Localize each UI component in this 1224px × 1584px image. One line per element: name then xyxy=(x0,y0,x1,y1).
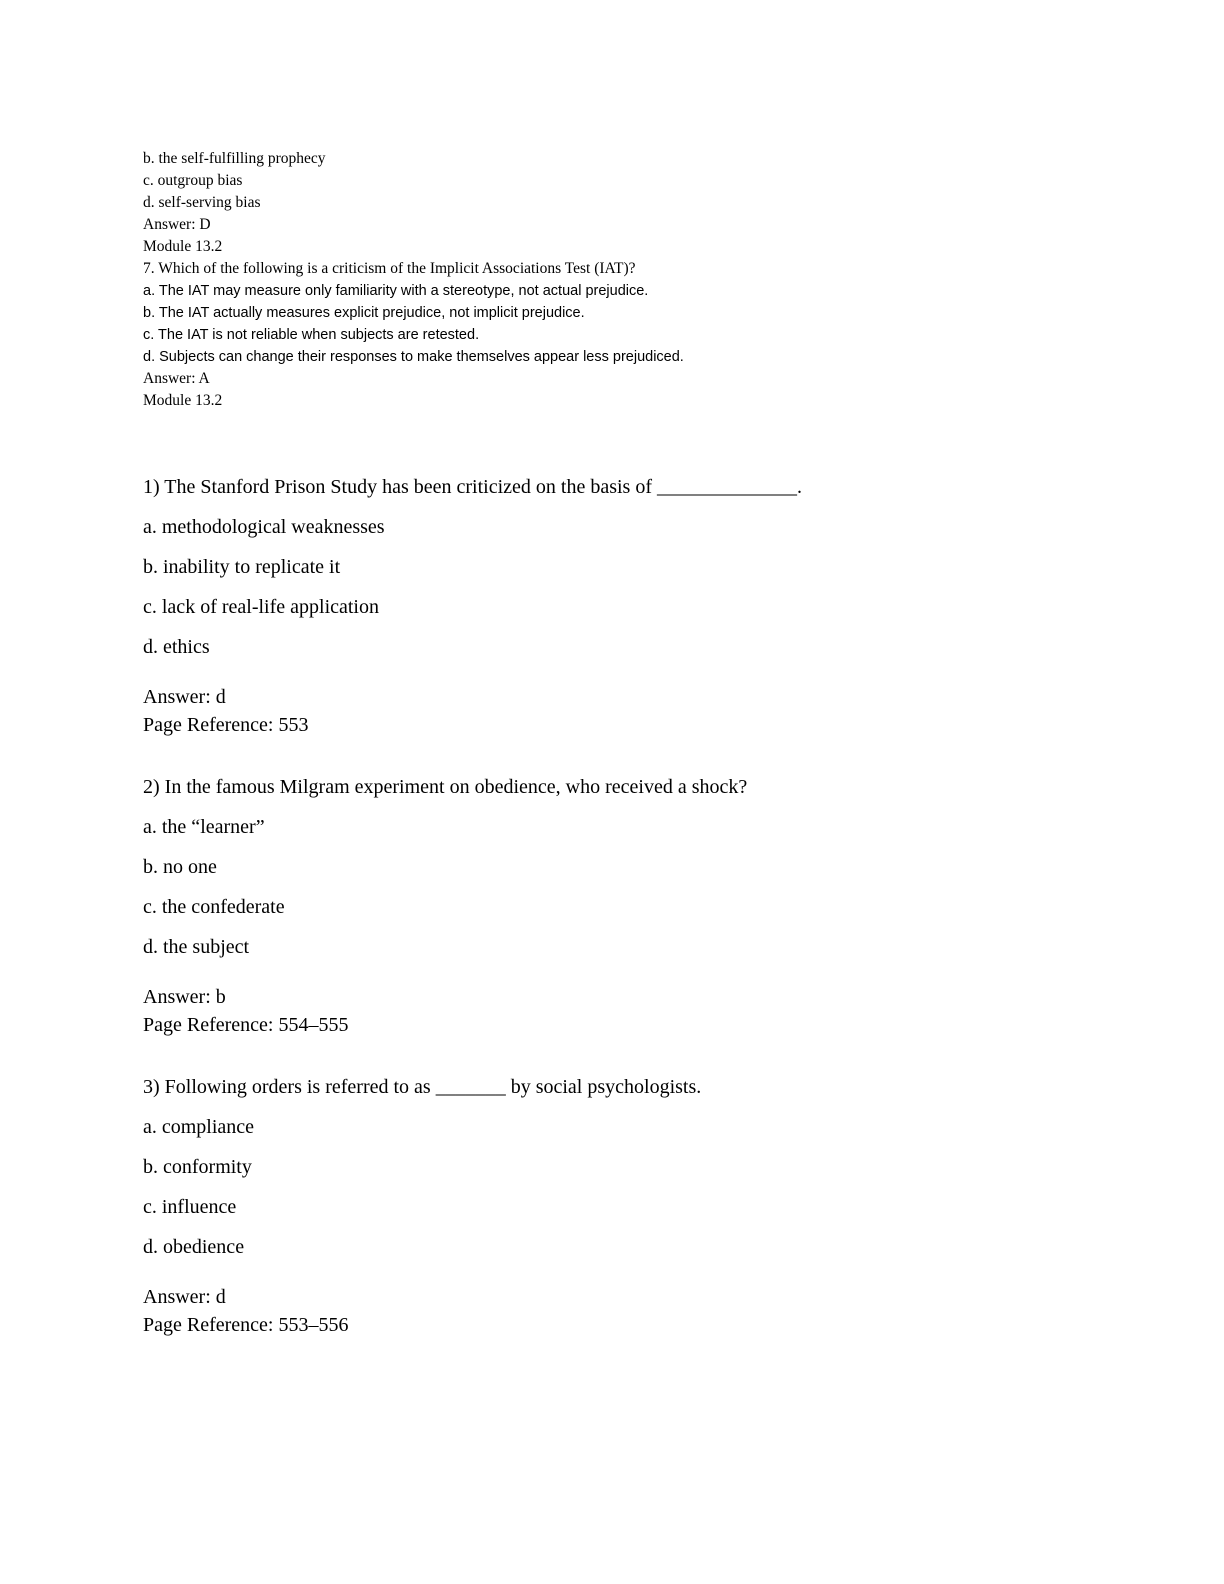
answer-option: b. The IAT actually measures explicit prejudice, not implicit prejudice. xyxy=(143,305,585,321)
answer-option: d. obedience xyxy=(143,1236,245,1258)
module-line: Module 13.2 xyxy=(143,238,223,255)
answer-option: b. no one xyxy=(143,856,217,878)
answer-option: c. the confederate xyxy=(143,896,285,918)
main-question-section xyxy=(143,476,1134,1337)
text-line: b. the self-fulfilling prophecy xyxy=(143,150,326,167)
text-line: c. outgroup bias xyxy=(143,172,243,189)
answer-option: d. Subjects can change their responses to make themselves appear less prejudiced. xyxy=(143,349,684,365)
answer-option: b. conformity xyxy=(143,1156,252,1178)
answer-option: a. the “learner” xyxy=(143,816,265,838)
answer-option: c. lack of real-life application xyxy=(143,596,379,618)
answer-option: d. the subject xyxy=(143,936,250,958)
answer-line: Answer: b xyxy=(143,986,226,1008)
answer-option: a. methodological weaknesses xyxy=(143,516,385,538)
answer-line: Answer: d xyxy=(143,686,226,708)
text-line: d. self-serving bias xyxy=(143,194,261,211)
question-stem: 7. Which of the following is a criticism of the Implicit Associations Test (IAT)? xyxy=(143,260,636,277)
page-reference-line: Page Reference: 554–555 xyxy=(143,1014,349,1036)
question-stem: 3) Following orders is referred to as _______ by social psychologists. xyxy=(143,1076,702,1098)
page-reference-line: Page Reference: 553–556 xyxy=(143,1314,349,1336)
answer-line: Answer: A xyxy=(143,370,210,387)
page-reference-line: Page Reference: 553 xyxy=(143,714,309,736)
answer-option: c. The IAT is not reliable when subjects are retested. xyxy=(143,327,480,343)
question-block xyxy=(143,1076,1134,1337)
answer-option: c. influence xyxy=(143,1196,237,1218)
answer-line: Answer: D xyxy=(143,216,211,233)
answer-option: b. inability to replicate it xyxy=(143,556,341,578)
answer-line: Answer: d xyxy=(143,1286,226,1308)
question-stem: 1) The Stanford Prison Study has been criticized on the basis of ______________. xyxy=(143,476,802,498)
top-text-block xyxy=(143,148,1134,412)
question-block xyxy=(143,476,1134,737)
answer-option: a. The IAT may measure only familiarity with a stereotype, not actual prejudice. xyxy=(143,283,649,299)
answer-option: d. ethics xyxy=(143,636,210,658)
module-line: Module 13.2 xyxy=(143,392,223,409)
question-block xyxy=(143,776,1134,1037)
answer-option: a. compliance xyxy=(143,1116,255,1138)
question-stem: 2) In the famous Milgram experiment on obedience, who received a shock? xyxy=(143,776,748,798)
